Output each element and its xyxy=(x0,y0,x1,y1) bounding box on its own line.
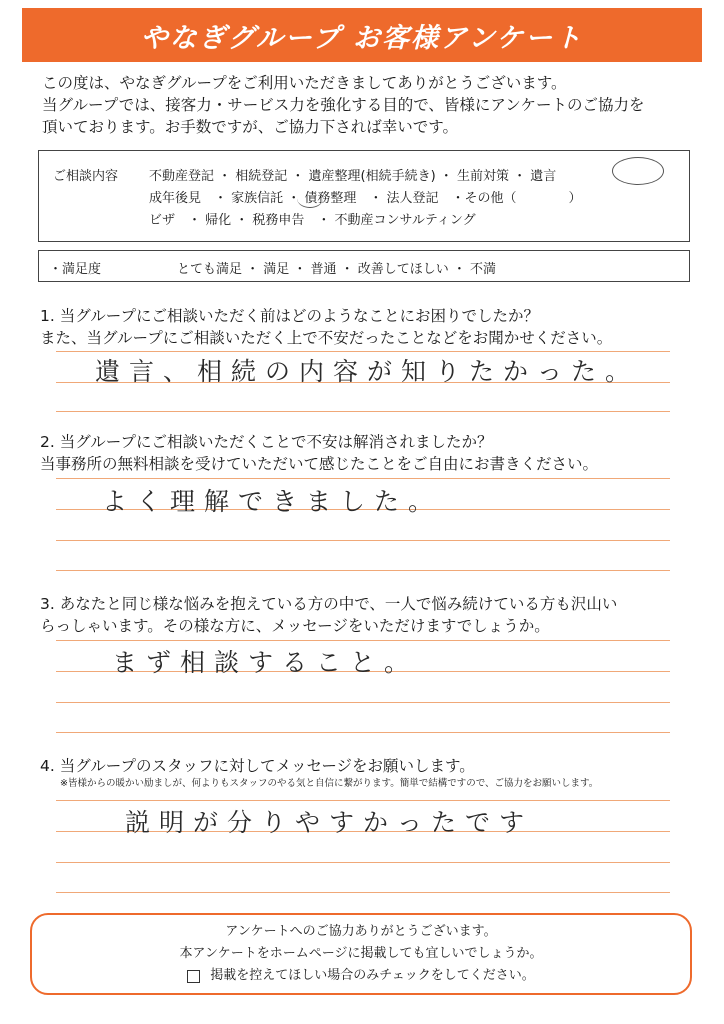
intro-text xyxy=(42,72,702,138)
handwritten-answer-2: よく理解できました。 xyxy=(102,487,443,516)
answer-line xyxy=(56,862,670,863)
satisfaction-label: ・満足度 xyxy=(49,262,102,277)
question-4 xyxy=(40,755,700,791)
answer-line xyxy=(56,800,670,801)
consultation-options-row: ビザ ・ 帰化 ・ 税務申告 ・ 不動産コンサルティング xyxy=(149,213,476,228)
question-1 xyxy=(40,305,700,349)
question-text: 3. あなたと同じ様な悩みを抱えている方の中で、一人で悩み続けている方も沢山い xyxy=(40,595,618,613)
answer-line xyxy=(56,640,670,641)
satisfaction-options: とても満足 ・ 満足 ・ 普通 ・ 改善してほしい ・ 不満 xyxy=(177,262,497,277)
handwritten-answer-4: 説明が分りやすかったです xyxy=(125,808,534,837)
question-text: 4. 当グループのスタッフに対してメッセージをお願いします。 xyxy=(40,757,475,775)
opt-out-checkbox[interactable] xyxy=(187,970,200,983)
pen-mark xyxy=(297,189,323,208)
intro-line: この度は、やなぎグループをご利用いただきましてありがとうございます。 xyxy=(42,74,567,92)
consultation-options-row: 成年後見 ・ 家族信託 ・ 債務整理 ・ 法人登記 ・その他（ ） xyxy=(149,191,582,206)
answer-line xyxy=(56,892,670,893)
satisfaction-box xyxy=(38,250,690,282)
handwritten-answer-1: 遺言、相続の内容が知りたかった。 xyxy=(95,357,640,386)
question-note: ※皆様からの暖かい励ましが、何よりもスタッフのやる気と自信に繋がります。簡単で結構ですので、ご協力をお願いします。 xyxy=(60,778,599,789)
question-3 xyxy=(40,593,700,637)
consultation-label: ご相談内容 xyxy=(53,169,119,184)
answer-line xyxy=(56,540,670,541)
question-text: 1. 当グループにご相談いただく前はどのようなことにお困りでしたか？ xyxy=(40,307,539,325)
question-2 xyxy=(40,431,700,475)
consultation-options-row: 不動産登記 ・ 相続登記 ・ 遺産整理(相続手続き) ・ 生前対策 ・ 遺言 xyxy=(149,169,557,184)
consultation-box xyxy=(38,150,690,242)
opt-out-label: 掲載を控えてほしい場合のみチェックをしてください。 xyxy=(210,968,535,983)
footer-box xyxy=(30,913,692,995)
footer-text: アンケートへのご協力ありがとうございます。 xyxy=(225,924,497,939)
publish-opt-out xyxy=(187,965,535,987)
question-text: 当事務所の無料相談を受けていただいて感じたことをご自由にお書きください。 xyxy=(40,455,599,473)
footer-text: 本アンケートをホームページに掲載しても宜しいでしょうか。 xyxy=(179,946,543,961)
question-text: らっしゃいます。その様な方に、メッセージをいただけますでしょうか。 xyxy=(40,617,550,635)
answer-line xyxy=(56,570,670,571)
selected-option-circle xyxy=(612,157,664,185)
handwritten-answer-3: まず相談すること。 xyxy=(112,648,419,677)
answer-line xyxy=(56,732,670,733)
intro-line: 頂いております。お手数ですが、ご協力下されば幸いです。 xyxy=(42,118,459,136)
question-text: また、当グループにご相談いただく上で不安だったことなどをお聞かせください。 xyxy=(40,329,613,347)
survey-title: やなぎグループ お客様アンケート xyxy=(140,22,584,54)
survey-header xyxy=(22,8,702,62)
answer-line xyxy=(56,702,670,703)
answer-line xyxy=(56,411,670,412)
intro-line: 当グループでは、接客力・サービス力を強化する目的で、皆様にアンケートのご協力を xyxy=(42,96,645,114)
answer-line xyxy=(56,478,670,479)
question-text: 2. 当グループにご相談いただくことで不安は解消されましたか？ xyxy=(40,433,493,451)
